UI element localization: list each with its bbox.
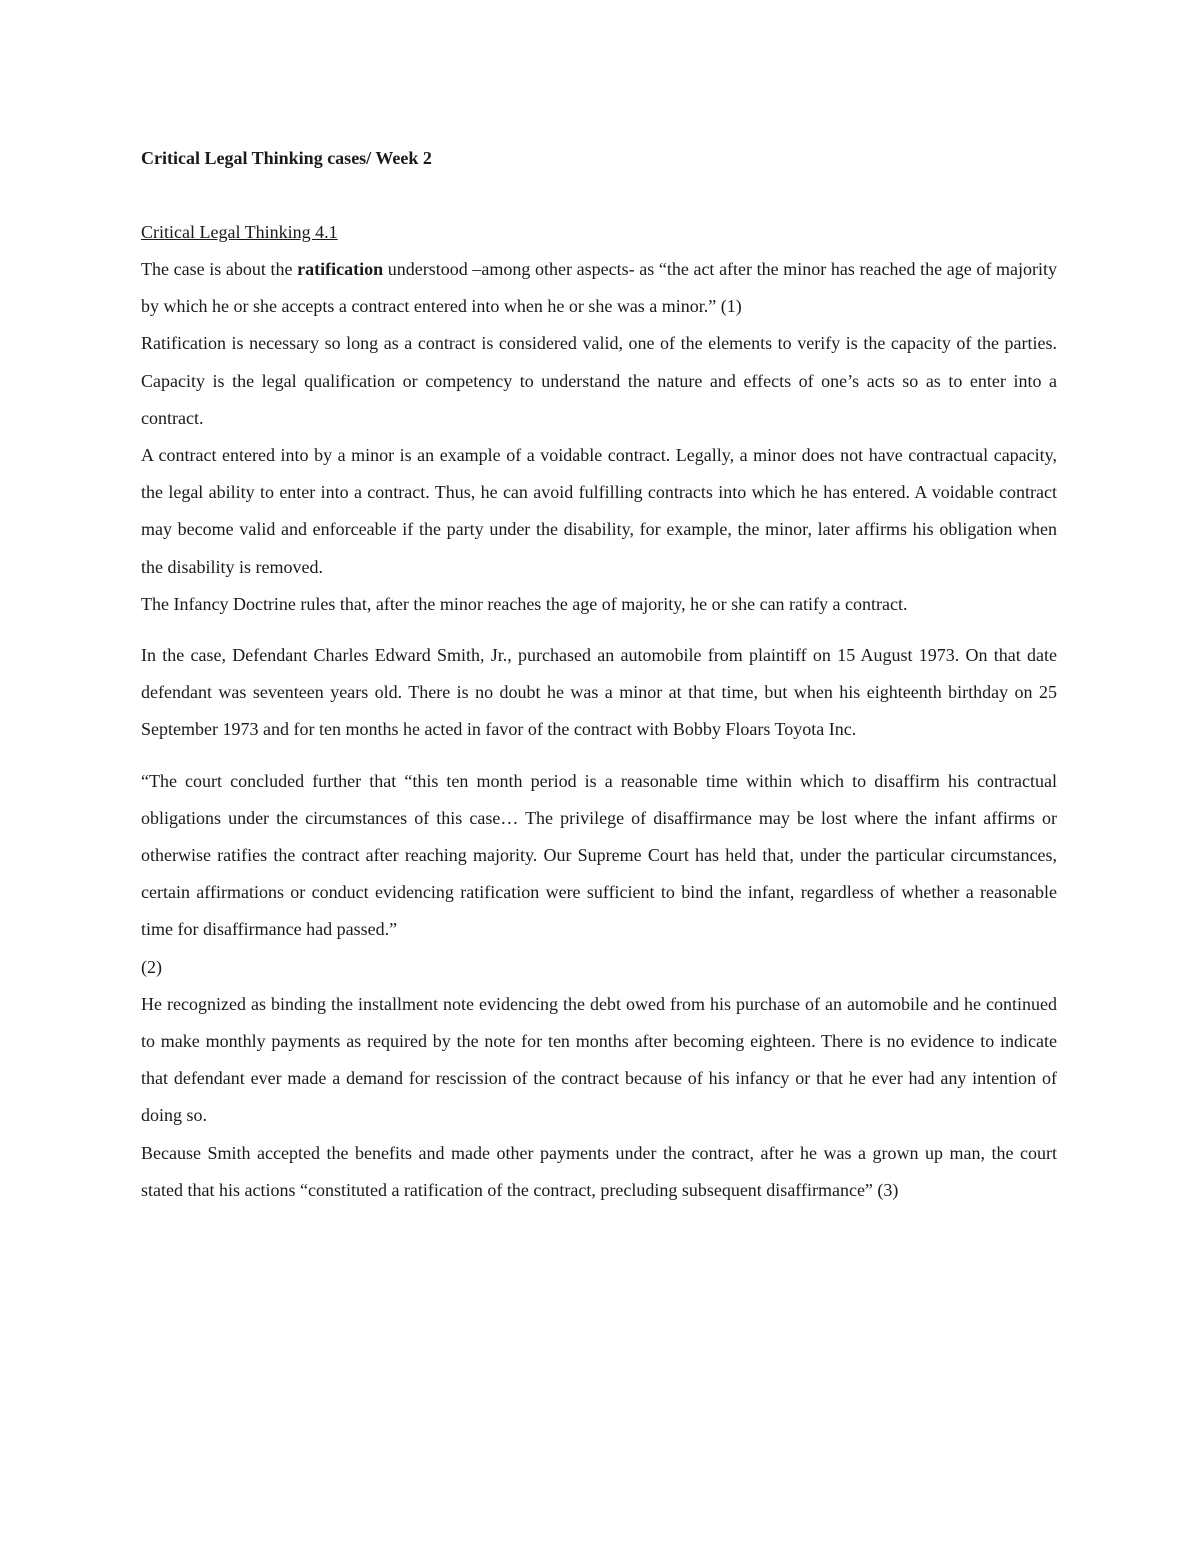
bold-term: ratification (297, 259, 384, 279)
paragraph-court-quote: “The court concluded further that “this ten month period is a reasonable time within which to disaffirm his contractual obligations under the circumstances of this case… The privilege of disaffirmance may be lost where the infant affirms or otherwise ratifies the contract after reaching majority. Our Supreme Court has held that, under the particular circumstances, certain affirmations or conduct evidencing ratification were sufficient to bind the infant, regardless of whether a reasonable time for disaffirmance had passed.” (141, 770, 1057, 940)
blank-line (141, 177, 1057, 214)
document-title: Critical Legal Thinking cases/ Week 2 (141, 148, 432, 168)
paragraph-text: understood –among other aspects- as “the act after the minor has reached the age of majority by which he or she accepts a contract entered into when he or she was a minor.” (1) (141, 259, 1057, 317)
paragraph-installment-note: He recognized as binding the installment note evidencing the debt owed from his purchase of an automobile and he continued to make monthly payments as required by the note for ten months after becoming eighteen. There is no evidence to indicate that defendant ever made a demand for rescission of the contract because of his infancy or that he ever had any intention of doing so. (141, 993, 1057, 1126)
document-page (141, 140, 1057, 1209)
paragraph-voidable-contract: A contract entered into by a minor is an example of a voidable contract. Legally, a minor does not have contractual capacity, the legal ability to enter into a contract. Thus, he can avoid fulfilling contracts into which he has entered. A voidable contract may become valid and enforceable if the party under the disability, for example, the minor, later affirms his obligation when the disability is removed. (141, 445, 1057, 577)
paragraph-ratification (141, 251, 1057, 325)
section-heading: Critical Legal Thinking 4.1 (141, 222, 338, 242)
paragraph-text: The case is about the (141, 259, 298, 279)
paragraph-infancy-doctrine: The Infancy Doctrine rules that, after the minor reaches the age of majority, he or she can ratify a contract. (141, 593, 908, 614)
paragraph-capacity: Ratification is necessary so long as a contract is considered valid, one of the elements to verify is the capacity of the parties. Capacity is the legal qualification or competency to understand the nature and effects of one’s acts so as to enter into a contract. (141, 333, 1057, 428)
paragraph-case-facts: In the case, Defendant Charles Edward Smith, Jr., purchased an automobile from plaintiff on 15 August 1973. On that date defendant was seventeen years old. There is no doubt he was a minor at that time, but when his eighteenth birthday on 25 September 1973 and for ten months he acted in favor of the contract with Bobby Floars Toyota Inc. (141, 645, 1057, 740)
paragraph-conclusion: Because Smith accepted the benefits and made other payments under the contract, after he was a grown up man, the court stated that his actions “constituted a ratification of the contract, precluding subsequent disaffirmance” (3) (141, 1142, 1057, 1200)
citation-ref: (2) (141, 956, 162, 977)
